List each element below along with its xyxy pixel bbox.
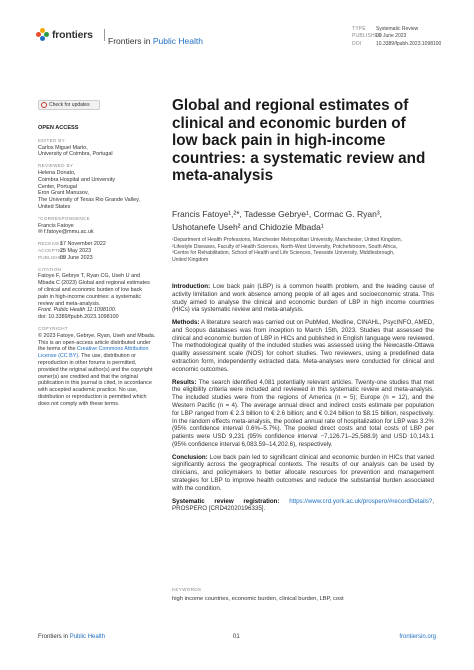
- journal-title[interactable]: Frontiers in Public Health: [108, 36, 203, 46]
- article-title: Global and regional estimates of clinical and economic burden of low back pain in high-income countries: a systematic review and meta-analysis: [172, 97, 426, 185]
- page-number: 01: [233, 634, 240, 640]
- footer-site-link[interactable]: frontiersin.org: [399, 634, 436, 640]
- citation-doi-link[interactable]: doi: 10.3389/fpubh.2023.1098100: [38, 314, 119, 321]
- article-sidebar: [38, 100, 156, 412]
- abstract-results: Results: The search identified 4,081 potentially relevant articles. Twenty-one studies that met the eligibility criteria were included and reviewed in this systematic review and meta-analysis. The included studies were from the regions of America (n = 5); Europe (n = 12), and the Western Pacific (n = 4). The average annual direct and indirect costs estimate per population for LBP ranged from € 2.3 billion to € 2.6 billion; and € 0.24 billion to $8.15 billion, respectively. In the random effects meta-analysis, the pooled annual rate of hospitalization for LBP was 3.2% (95% confidence interval 0.6%–5.7%). The pooled direct costs and total costs of LBP per patients were USD 9,231 (95% confidence interval −7,126.71–25,588.9) and USD 10,143.1 (95% confidence interval 6,083.59–14,202.6), respectively.: [172, 378, 434, 448]
- refresh-icon: [41, 102, 47, 108]
- correspondence: *CORRESPONDENCE Francis Fatoye ✉ f.fatoye@mmu.ac.uk: [38, 216, 156, 236]
- page-header: [36, 26, 446, 50]
- author-list: Francis Fatoye¹,²*, Tadesse Gebrye¹, Cormac G. Ryan³, Ushotanefe Useh² and Chidozie Mbada¹: [172, 209, 383, 232]
- article-meta: [352, 26, 441, 48]
- abstract: [172, 283, 434, 518]
- prospero-link[interactable]: https://www.crd.york.ac.uk/prospero/#recordDetails?: [289, 497, 433, 505]
- check-updates-button[interactable]: Check for updates: [38, 100, 100, 110]
- meta-published: PUBLISHED 09 June 2023: [352, 33, 407, 40]
- cc-license-link[interactable]: Creative Commons Attribution License (CC BY): [38, 346, 149, 360]
- reviewed-by: REVIEWED BY Helena Donato, Coimbra Hospital and University Center, Portugal Eron Grant Manusov, The University of Texas Rio Grande Valley, United States: [38, 163, 140, 210]
- header-divider: [104, 29, 105, 41]
- copyright-text: © 2023 Fatoye, Gebrye, Ryan, Useh and Mbada. This is an open-access article distributed under the terms of the Creative Commons Attribution License (CC BY). The use, distribution or reproduction in other forums is permitted, provided the original author(s) and the copyright owner(s) are credited and that the original publication in this journal is cited, in accordance with accepted academic practice. No use, distribution or reproduction is permitted which does not comply with these terms.: [38, 332, 156, 407]
- affiliations: ¹Department of Health Professions, Manchester Metropolitan University, Manchester, United Kingdom, ²Lifestyle Diseases, Faculty of Health Sciences, North-West University, Potchefstroom, South Africa, ³Centre for Rehabilitation, School of Health and Life Sciences, Teesside University, Middlesbrough, United Kingdom: [172, 237, 403, 263]
- abstract-conclusion: Conclusion: Low back pain led to significant clinical and economic burden in HICs that varied significantly across the geographical contexts. The results of our analysis can be used by clinicians, and policymakers to better allocate resources for prevention and management strategies for LBP to improve health outcomes and reduce the substantial burden associated with the condition.: [172, 453, 434, 492]
- abstract-methods: Methods: A literature search was carried out on PubMed, Medline, CINAHL, PsycINFO, AMED, and Scopus databases was from inception to March 15th, 2023. Studies that assessed the clinical and economic burden of LBP in HICs and published in English language were reviewed. The methodological quality of the included studies was assessed using the Newcastle-Ottawa quality assessment scale (NOS) for cohort studies. Two reviewers, using a predefined data extraction form, independently extracted data. Meta-analyses were conducted for clinical and economic outcomes.: [172, 319, 434, 373]
- published-date: PUBLISHED 09 June 2023: [38, 254, 93, 261]
- edited-by: EDITED BY Carlos Miguel Marto, University of Coimbra, Portugal: [38, 137, 113, 158]
- open-access-label: OPEN ACCESS: [38, 125, 79, 131]
- logo-text: frontiers: [52, 28, 93, 41]
- meta-type: TYPE Systematic Review: [352, 26, 419, 32]
- received-date: RECEIVED 17 November 2022: [38, 241, 106, 248]
- accepted-date: ACCEPTED 25 May 2023: [38, 247, 92, 254]
- frontiers-logo[interactable]: [36, 28, 93, 41]
- article-dates: [38, 241, 156, 261]
- citation: CITATION Fatoye F, Gebrye T, Ryan CG, Useh U and Mbada C (2023) Global and regional estimates of clinical and economic burden of low back pain in high-income countries: a systematic review and meta-analysis. Front. Public Health 11:1098100. doi: 10.3389/fpubh.2023.1098100: [38, 267, 156, 321]
- abstract-introduction: Introduction: Low back pain (LBP) is a common health problem, and the leading cause of activity limitation and work absence among people of all ages and socioeconomic strata. This study aimed to analyse the clinical and economic burden of LBP in high income countries (HICs) via systematic review and meta-analysis.: [172, 283, 434, 314]
- registration: Systematic review registration: https://www.crd.york.ac.uk/prospero/#recordDetails?, PROSPERO [CRD42020196335].: [172, 497, 434, 513]
- copyright: COPYRIGHT © 2023 Fatoye, Gebrye, Ryan, Useh and Mbada. This is an open-access article distributed under the terms of the Creative Commons Attribution License (CC BY). The use, distribution or reproduction in other forums is permitted, provided the original author(s) and the copyright owner(s) are credited and that the original publication in this journal is cited, in accordance with accepted academic practice. No use, distribution or reproduction is permitted which does not comply with these terms.: [38, 325, 156, 407]
- keywords-section: KEYWORDS high income countries, economic burden, clinical burden, LBP, cost: [172, 587, 434, 602]
- correspondence-email-link[interactable]: ✉ f.fatoye@mmu.ac.uk: [38, 229, 94, 236]
- frontiers-logo-icon: [36, 28, 49, 41]
- footer-journal[interactable]: Frontiers in Public Health: [38, 634, 106, 640]
- meta-doi: DOI 10.3389/fpubh.2023.1098100: [352, 40, 442, 47]
- keywords-list: high income countries, economic burden, clinical burden, LBP, cost: [172, 596, 344, 602]
